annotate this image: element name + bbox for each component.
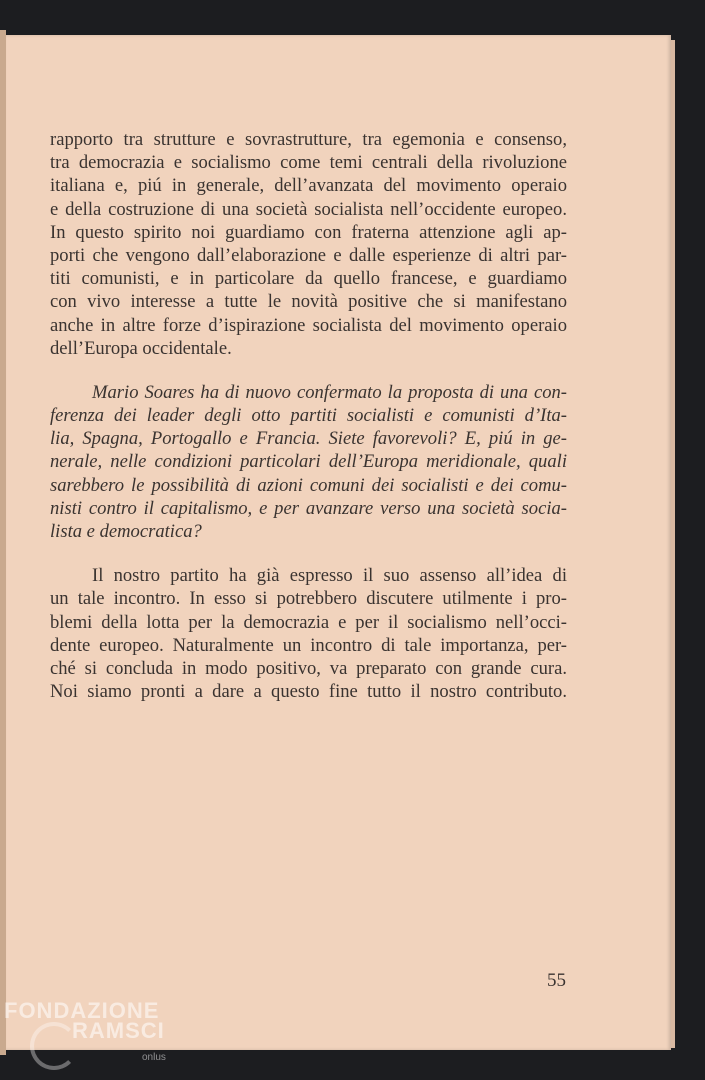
text-line: con vivo interesse a tutte le novità positive che si manifestano — [50, 291, 567, 313]
text-line: titi comunisti, e in particolare da quello francese, e guardiamo — [50, 268, 567, 290]
watermark-line-2: RAMSCI — [72, 1018, 165, 1043]
text-line: nerale, nelle condizioni particolari dell’Europa meridionale, quali — [50, 451, 567, 473]
text-line: rapporto tra strutture e sovrastrutture, tra egemonia e consenso, — [50, 129, 567, 150]
text-line: dente europeo. Naturalmente un incontro di tale importanza, per- — [50, 634, 567, 656]
text-line: un tale incontro. In esso si potrebbero discutere utilmente i pro- — [50, 588, 567, 610]
text-line: Mario Soares ha di nuovo confermato la proposta di una con- — [92, 381, 567, 403]
paragraph-1 — [50, 128, 567, 360]
watermark-logo-icon — [30, 1022, 78, 1070]
text-line: tra democrazia e socialismo come temi centrali della rivoluzione — [50, 152, 567, 174]
watermark-line-1: FONDAZIONE — [4, 998, 160, 1023]
text-line: Il nostro partito ha già espresso il suo assenso all’idea di — [92, 565, 567, 587]
text-line: Noi siamo pronti a dare a questo fine tutto il nostro contributo. — [50, 681, 567, 703]
paragraph-2-question — [50, 381, 567, 543]
text-line: italiana e, piú in generale, dell’avanzata del movimento operaio — [50, 175, 567, 197]
text-line: e della costruzione di una società socialista nell’occidente europeo. — [50, 198, 567, 220]
text-line: dell’Europa occidentale. — [50, 337, 232, 359]
watermark-small: onlus — [142, 1052, 166, 1063]
text-line: anche in altre forze d’ispirazione socialista del movimento operaio — [50, 314, 567, 336]
page-number: 55 — [547, 970, 566, 991]
text-line: lista e democratica? — [50, 521, 202, 542]
page-text — [50, 128, 567, 703]
text-line: ché si concluda in modo positivo, va preparato con grande cura. — [50, 657, 567, 679]
text-line: In questo spirito noi guardiamo con fraterna attenzione agli ap- — [50, 221, 567, 243]
text-line: blemi della lotta per la democrazia e per il socialismo nell’occi- — [50, 611, 567, 633]
text-line: ferenza dei leader degli otto partiti socialisti e comunisti d’Ita- — [50, 405, 567, 427]
paragraph-3 — [50, 564, 567, 703]
text-line: lia, Spagna, Portogallo e Francia. Siete favorevoli? E, piú in ge- — [50, 428, 567, 450]
text-line: nisti contro il capitalismo, e per avanzare verso una società socia- — [50, 497, 567, 519]
right-page-edge — [671, 40, 675, 1048]
text-line: porti che vengono dall’elaborazione e dalle esperienze di altri par- — [50, 244, 567, 266]
text-line: sarebbero le possibilità di azioni comuni dei socialisti e dei comu- — [50, 474, 567, 496]
